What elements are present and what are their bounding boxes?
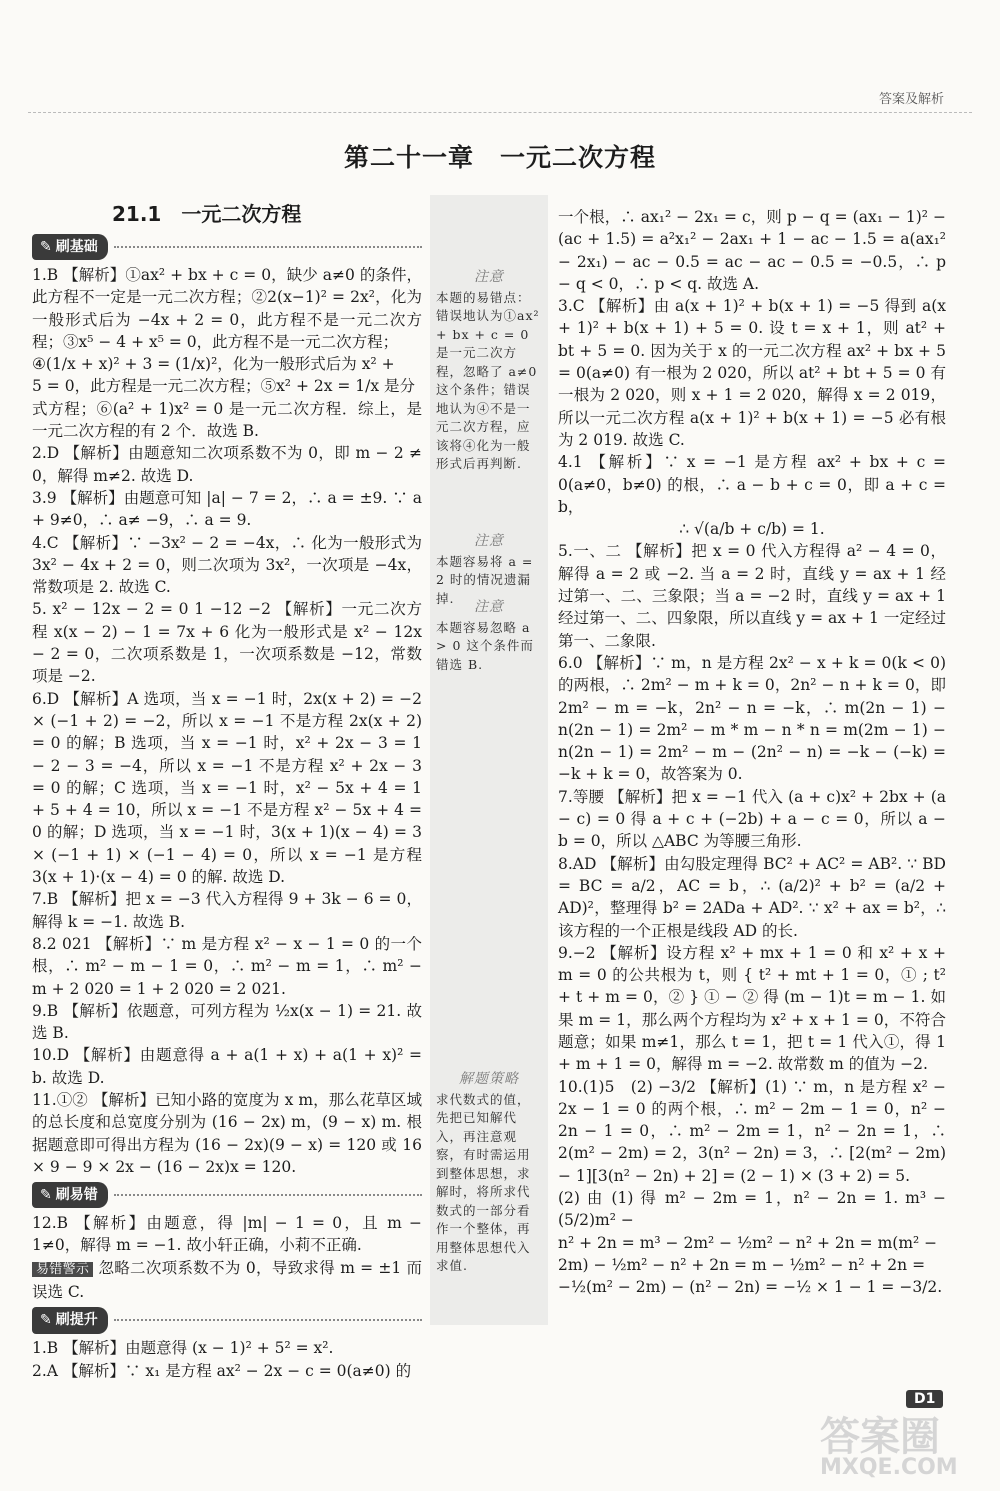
note-text: 本题容易忽略 a > 0 这个条件而错选 B.: [436, 619, 534, 672]
answer-item: 10.(1)5 (2) −3/2 【解析】(1) ∵ m，n 是方程 x² − 2x − 1 = 0 的两个根，∴ m² − 2m − 1 = 0，n² − 2n − 1 = 0，∴ m² − 2m = 1，n² − 2n = 1，∴ 2(m² − 2m) = 2，3(n² − 2n) = 3，∴ [2(m² − 2m) − 1][3(n² − 2n) + 2] = (2 − 1) × (3 + 2) = 5.: [558, 1077, 946, 1185]
warning-note: [32, 1257, 422, 1304]
right-answer-column: [558, 206, 946, 1299]
note-heading: 解题策略: [459, 1071, 519, 1087]
sidebar-note: [436, 532, 542, 608]
answer-item: 1.B 【解析】①ax² + bx + c = 0，缺少 a≠0 的条件，此方程不一定是一元二次方程；②2(x−1)² = 2x²，化为一般形式后为 −4x + 2 = 0，此方程不是一元二次方程；③x⁵ − 4 + x⁵ = 0，此方程不是一元二次方程；: [32, 266, 422, 351]
answer-item: −½(m² − 2m) − (n² − 2n) = −½ × 1 − 1 = −3/2.: [558, 1278, 943, 1297]
chapter-title: 第二十一章 一元二次方程: [343, 143, 656, 172]
sidebar-note: [436, 1070, 542, 1276]
answer-item: 8.2 021 【解析】∵ m 是方程 x² − x − 1 = 0 的一个根，∴ m² − m − 1 = 0，∴ m² − m = 1，∴ m² − m + 2 020 = 1 + 2 020 = 2 021.: [32, 934, 422, 998]
left-answer-column: [32, 238, 422, 1382]
section-tag-basic: [32, 234, 422, 260]
answer-item: 12.B 【解析】由题意，得 |m| − 1 = 0，且 m − 1≠0，解得 m = −1. 故小轩正确，小莉不正确.: [32, 1214, 422, 1255]
answer-item: 7.B 【解析】把 x = −3 代入方程得 9 + 3k − 6 = 0，解得 k = −1. 故选 B.: [32, 890, 422, 931]
section-tag-advanced: [32, 1307, 422, 1333]
dotted-rule: [114, 246, 422, 248]
header-divider: [28, 112, 972, 113]
answer-item: 3.C 【解析】由 a(x + 1)² + b(x + 1) = −5 得到 a(x + 1)² + b(x + 1) + 5 = 0. 设 t = x + 1，则 at² + bt + 5 = 0. 因为关于 x 的一元二次方程 ax² + bx + 5 = 0(a≠0) 有一根为 2 020，所以 at² + bt + 5 = 0 有一根为 2 020，则 x + 1 = 2 020，解得 x = 2 019，所以一元二次方程 a(x + 1)² + b(x + 1) = −5 必有根为 2 019. 故选 C.: [558, 297, 946, 449]
note-text: 求代数式的值，先把已知解代入，再注意观察，有时需运用到整体思想，求解时，将所求代数式的一部分看作一个整体，再用整体思想代入求值.: [436, 1091, 531, 1273]
dotted-rule: [114, 1319, 422, 1321]
answer-formula: ∴ √(a/b + c/b) = 1.: [679, 520, 825, 539]
answer-item: 2.D 【解析】由题意知二次项系数不为 0，即 m − 2 ≠ 0，解得 m≠2. 故选 D.: [32, 444, 422, 485]
brush-icon: ✎: [40, 1312, 52, 1329]
answer-item: 4.C 【解析】∵ −3x² − 2 = −4x，∴ 化为一般形式为 3x² − 4x + 2 = 0，则二次项为 3x²，一次项是 −4x，常数项是 2. 故选 C.: [32, 533, 422, 597]
dotted-rule: [114, 1194, 422, 1196]
note-heading: 注意: [474, 533, 504, 549]
answer-item: 10.D 【解析】由题意得 a + a(1 + x) + a(1 + x)² = b. 故选 D.: [32, 1046, 422, 1087]
answer-item: 9.B 【解析】依题意，可列方程为 ½x(x − 1) = 21. 故选 B.: [32, 1001, 422, 1043]
answer-item: 4.1 【解析】∵ x = −1 是方程 ax² + bx + c = 0(a≠0，b≠0) 的根，∴ a − b + c = 0，即 a + c = b，: [558, 453, 946, 516]
page-number: D1: [906, 1390, 943, 1408]
answer-item: 7.等腰 【解析】把 x = −1 代入 (a + c)x² + 2bx + (a − c) = 0 得 a + c + (−2b) + a − c = 0，所以 a − b = 0，所以 △ABC 为等腰三角形.: [558, 787, 946, 851]
answer-item: 5. x² − 12x − 2 = 0 1 −12 −2 【解析】一元二次方程 x(x − 2) − 1 = 7x + 6 化为一般形式是 x² − 12x − 2 = 0，二次项系数是 1，一次项系数是 −12，常数项是 −2.: [32, 600, 422, 686]
answer-item: 2.A 【解析】∵ x₁ 是方程 ax² − 2x − c = 0(a≠0) 的: [32, 1361, 412, 1380]
running-header: 答案及解析: [878, 92, 944, 107]
answer-item: 2m) − ½m² − n² + 2n = m − ½m² − n² + 2n =: [558, 1255, 926, 1274]
tag-label: ✎ 刷易错: [32, 1182, 108, 1208]
answer-item: 5.一、二 【解析】把 x = 0 代入方程得 a² − 4 = 0，解得 a = 2 或 −2. 当 a = 2 时，直线 y = ax + 1 经过第一、二、三象限；当 a = −2 时，直线 y = ax + 1 经过第一、二、四象限，所以直线 y = ax + 1 一定经过第一、二象限.: [558, 542, 946, 650]
sidebar-note: [436, 598, 542, 674]
warning-text: 忽略二次项系数不为 0，导致求得 m = ±1 而误选 C.: [32, 1258, 422, 1302]
tag-label: ✎ 刷提升: [32, 1307, 108, 1333]
note-heading: 注意: [474, 269, 504, 285]
answer-item: 11.①② 【解析】已知小路的宽度为 x m，那么花草区域的总长度和总宽度分别为 (16 − 2x) m，(9 − x) m. 根据题意即可得出方程为 (16 − 2x)(9 − x) = 120 或 16 × 9 − 9 × 2x − (16 − 2x)x = 120.: [32, 1090, 422, 1176]
note-heading: 注意: [474, 599, 504, 615]
note-text: 本题的易错点：错误地认为①ax² + bx + c = 0 是一元二次方程，忽略了 a≠0 这个条件；错误地认为④不是一元二次方程，应该将④化为一般形式后再判断.: [436, 289, 540, 471]
brush-icon: ✎: [40, 1187, 52, 1204]
answer-item: 9.−2 【解析】设方程 x² + mx + 1 = 0 和 x² + x + m = 0 的公共根为 t，则 { t² + mt + 1 = 0，① ; t² + t + m = 0，② } ① − ② 得 (m − 1)t = m − 1. 如果 m = 1，那么两个方程均为 x² + x + 1 = 0，不符合题意；如果 m≠1，那么 t = 1，把 t = 1 代入①，得 1 + m + 1 = 0，解得 m = −2. 故常数 m 的值为 −2.: [558, 943, 946, 1074]
sidebar-note: [436, 268, 542, 474]
watermark-url: MXQE.COM: [820, 1455, 958, 1480]
answer-item: 8.AD 【解析】由勾股定理得 BC² + AC² = AB². ∵ BD = BC = a/2，AC = b，∴ (a/2)² + b² = (a/2 + AD)²，整理得 b² = 2ADa + AD². ∵ x² + ax = b²，∴ 该方程的一个正根是线段 AD 的长.: [558, 854, 946, 940]
answer-item: 式方程；⑥(a² + 1)x² = 0 是一元二次方程．综上，是一元二次方程的有 2 个．故选 B.: [32, 399, 422, 441]
answer-item: 6.0 【解析】∵ m，n 是方程 2x² − x + k = 0(k < 0) 的两根，∴ 2m² − m + k = 0，2n² − n + k = 0，即 2m² − m = −k，2n² − n = −k，∴ m(2n − 1) − n(2n − 1) = 2m² − m * m − n * n = m(2m − 1) − n(2n − 1) = 2m² − m − (2n² − n) = −k − (−k) = −k + k = 0，故答案为 0.: [558, 653, 946, 784]
answer-item: 5 = 0，此方程是一元二次方程；⑤x² + 2x = 1/x 是分: [32, 377, 416, 396]
section-tag-mistakes: [32, 1182, 422, 1208]
section-title: 21.1 一元二次方程: [112, 202, 302, 226]
watermark-logo: 答案圈: [820, 1414, 940, 1460]
answer-item: 6.D 【解析】A 选项，当 x = −1 时，2x(x + 2) = −2 × (−1 + 2) = −2，所以 x = −1 不是方程 2x(x + 2) = 0 的解；B 选项，当 x = −1 时，x² + 2x − 3 = 1 − 2 − 3 = −4，所以 x = −1 不是方程 x² + 2x − 3 = 0 的解；C 选项，当 x = −1 时，x² − 5x + 4 = 1 + 5 + 4 = 10，所以 x = −1 不是方程 x² − 5x + 4 = 0 的解；D 选项，当 x = −1 时，3(x + 1)(x − 4) = 3 × (−1 + 1) × (−1 − 4) = 0，所以 x = −1 是方程 3(x + 1)·(x − 4) = 0 的解. 故选 D.: [32, 689, 422, 887]
answer-item: 一个根，∴ ax₁² − 2x₁ = c，则 p − q = (ax₁ − 1)² − (ac + 1.5) = a²x₁² − 2ax₁ + 1 − ac − 1.5 = a(ax₁² − 2x₁) − ac − 0.5 = ac − ac − 0.5 = −0.5，∴ p − q < 0，∴ p < q. 故选 A.: [558, 208, 946, 293]
answer-item: n² + 2n = m³ − 2m² − ½m² − n² + 2n = m(m² −: [558, 1233, 938, 1252]
answer-item: 3.9 【解析】由题意可知 |a| − 7 = 2，∴ a = ±9. ∵ a + 9≠0，∴ a≠ −9，∴ a = 9.: [32, 488, 422, 530]
answer-item: 1.B 【解析】由题意得 (x − 1)² + 5² = x².: [32, 1339, 334, 1358]
note-text: 本题容易将 a = 2 时的情况遗漏掉.: [436, 553, 534, 606]
warning-label: 易错警示: [32, 1262, 93, 1277]
answer-item: (2) 由 (1) 得 m² − 2m = 1，n² − 2n = 1. m³ − (5/2)m² −: [558, 1189, 946, 1230]
brush-icon: ✎: [40, 238, 52, 255]
tag-label: ✎ 刷基础: [32, 234, 108, 260]
answer-item: ④(1/x + x)² + 3 = (1/x)²，化为一般形式后为 x² +: [32, 355, 395, 374]
